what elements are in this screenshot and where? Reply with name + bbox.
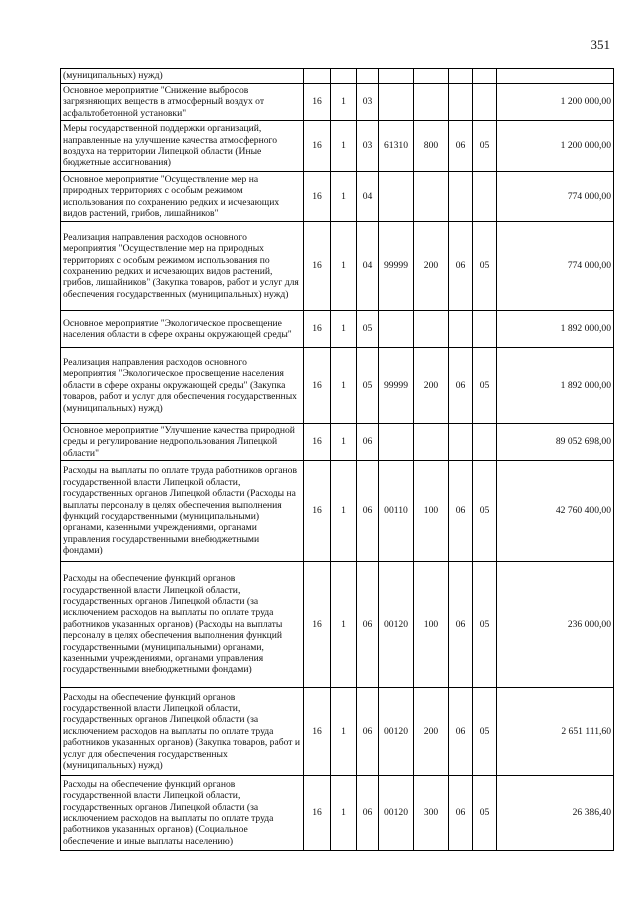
cell-code-6: 06 [449, 348, 473, 424]
cell-code-4: 99999 [379, 222, 414, 311]
cell-code-7: 05 [473, 461, 497, 562]
cell-code-3: 06 [357, 562, 379, 688]
cell-code-1: 16 [304, 688, 331, 776]
row-name: Расходы на обеспечение функций органов государственной власти Липецкой области, государственных органов Липецкой области (за исключением расходов на выплаты по оплате труда работников указанных органов) (Социальное обеспечение и иные выплаты населению) [61, 776, 304, 851]
row-name: Реализация направления расходов основного мероприятия "Осуществление мер на природных территориях с особым режимом использования по сохранению редких и исчезающих видов растений, грибов, лишайников" (Закупка товаров, работ и услуг для обеспечения государственных (муниципальных) нужд) [61, 222, 304, 311]
cell-code-6 [449, 84, 473, 121]
cell-code-6: 06 [449, 776, 473, 851]
cell-code-3: 06 [357, 424, 379, 461]
cell-code-7 [473, 69, 497, 84]
cell-code-7: 05 [473, 776, 497, 851]
cell-code-4 [379, 424, 414, 461]
cell-code-1: 16 [304, 311, 331, 348]
cell-code-7: 05 [473, 348, 497, 424]
row-name: Меры государственной поддержки организаций, направленные на улучшение качества атмосферного воздуха на территории Липецкой области (Иные бюджетные ассигнования) [61, 121, 304, 172]
cell-code-5 [414, 311, 449, 348]
cell-code-4: 00120 [379, 776, 414, 851]
table-row [61, 84, 614, 121]
cell-code-2 [331, 69, 357, 84]
table-row [61, 311, 614, 348]
cell-code-1: 16 [304, 461, 331, 562]
cell-code-7: 05 [473, 562, 497, 688]
cell-code-3: 03 [357, 84, 379, 121]
cell-code-6: 06 [449, 688, 473, 776]
budget-table [60, 68, 614, 851]
row-amount [497, 69, 614, 84]
cell-code-3: 04 [357, 172, 379, 222]
cell-code-4 [379, 69, 414, 84]
cell-code-5 [414, 69, 449, 84]
cell-code-2: 1 [331, 776, 357, 851]
cell-code-2: 1 [331, 688, 357, 776]
table-row [61, 562, 614, 688]
cell-code-3: 06 [357, 776, 379, 851]
cell-code-1: 16 [304, 348, 331, 424]
row-amount: 89 052 698,00 [497, 424, 614, 461]
cell-code-3: 04 [357, 222, 379, 311]
cell-code-5: 200 [414, 688, 449, 776]
cell-code-5: 100 [414, 562, 449, 688]
cell-code-2: 1 [331, 121, 357, 172]
cell-code-3 [357, 69, 379, 84]
row-name: Основное мероприятие "Экологическое просвещение населения области в сфере охраны окружающей среды" [61, 311, 304, 348]
table-row [61, 172, 614, 222]
table-row [61, 688, 614, 776]
cell-code-7 [473, 84, 497, 121]
cell-code-6 [449, 69, 473, 84]
cell-code-1: 16 [304, 562, 331, 688]
cell-code-6: 06 [449, 461, 473, 562]
cell-code-4: 99999 [379, 348, 414, 424]
cell-code-5: 300 [414, 776, 449, 851]
cell-code-6 [449, 424, 473, 461]
cell-code-2: 1 [331, 311, 357, 348]
row-amount: 1 200 000,00 [497, 121, 614, 172]
row-amount: 1 892 000,00 [497, 348, 614, 424]
cell-code-4 [379, 311, 414, 348]
cell-code-7 [473, 424, 497, 461]
table-row [61, 222, 614, 311]
row-name: Расходы на обеспечение функций органов государственной власти Липецкой области, государственных органов Липецкой области (за исключением расходов на выплаты по оплате труда работников указанных органов) (Расходы на выплаты персоналу в целях обеспечения выполнения функций государственными (муниципальными) органами, казенными учреждениями, органами управления государственными внебюджетными фондами) [61, 562, 304, 688]
cell-code-5: 800 [414, 121, 449, 172]
table-row [61, 121, 614, 172]
cell-code-6: 06 [449, 121, 473, 172]
cell-code-6: 06 [449, 222, 473, 311]
cell-code-6: 06 [449, 562, 473, 688]
cell-code-5: 200 [414, 222, 449, 311]
row-amount: 2 651 111,60 [497, 688, 614, 776]
cell-code-5 [414, 424, 449, 461]
cell-code-4: 00120 [379, 562, 414, 688]
row-name: Реализация направления расходов основного мероприятия "Экологическое просвещение населения области в сфере охраны окружающей среды" (Закупка товаров, работ и услуг для обеспечения государственных (муниципальных) нужд) [61, 348, 304, 424]
cell-code-3: 06 [357, 688, 379, 776]
cell-code-2: 1 [331, 84, 357, 121]
table-row [61, 348, 614, 424]
cell-code-3: 03 [357, 121, 379, 172]
cell-code-7 [473, 172, 497, 222]
row-amount: 1 200 000,00 [497, 84, 614, 121]
cell-code-3: 05 [357, 348, 379, 424]
cell-code-6 [449, 311, 473, 348]
cell-code-2: 1 [331, 348, 357, 424]
cell-code-3: 06 [357, 461, 379, 562]
page-number: 351 [590, 37, 610, 52]
table-row [61, 424, 614, 461]
cell-code-5 [414, 84, 449, 121]
cell-code-2: 1 [331, 424, 357, 461]
cell-code-5: 100 [414, 461, 449, 562]
cell-code-1: 16 [304, 776, 331, 851]
row-name: Основное мероприятие "Улучшение качества природной среды и регулирование недропользования Липецкой области" [61, 424, 304, 461]
cell-code-3: 05 [357, 311, 379, 348]
cell-code-6 [449, 172, 473, 222]
row-name: (муниципальных) нужд) [61, 69, 304, 84]
cell-code-7: 05 [473, 222, 497, 311]
cell-code-7: 05 [473, 121, 497, 172]
table-row [61, 776, 614, 851]
row-name: Основное мероприятие "Осуществление мер на природных территориях с особым режимом использования по сохранению редких и исчезающих видов растений, грибов, лишайников" [61, 172, 304, 222]
row-name: Расходы на обеспечение функций органов государственной власти Липецкой области, государственных органов Липецкой области (за исключением расходов на выплаты по оплате труда работников указанных органов) (Закупка товаров, работ и услуг для обеспечения государственных (муниципальных) нужд) [61, 688, 304, 776]
cell-code-2: 1 [331, 222, 357, 311]
row-amount: 774 000,00 [497, 172, 614, 222]
cell-code-2: 1 [331, 172, 357, 222]
cell-code-4: 61310 [379, 121, 414, 172]
cell-code-1: 16 [304, 172, 331, 222]
cell-code-2: 1 [331, 461, 357, 562]
cell-code-4 [379, 84, 414, 121]
cell-code-1: 16 [304, 424, 331, 461]
row-amount: 236 000,00 [497, 562, 614, 688]
row-name: Расходы на выплаты по оплате труда работников органов государственной власти Липецкой области, государственных органов Липецкой области (Расходы на выплаты персоналу в целях обеспечения выполнения функций государственными (муниципальными) органами, казенными учреждениями, органами управления государственными внебюджетными фондами) [61, 461, 304, 562]
cell-code-5: 200 [414, 348, 449, 424]
cell-code-4: 00120 [379, 688, 414, 776]
cell-code-2: 1 [331, 562, 357, 688]
cell-code-7 [473, 311, 497, 348]
row-name: Основное мероприятие "Снижение выбросов загрязняющих веществ в атмосферный воздух от асфальтобетонной установки" [61, 84, 304, 121]
cell-code-4 [379, 172, 414, 222]
cell-code-1 [304, 69, 331, 84]
cell-code-5 [414, 172, 449, 222]
cell-code-1: 16 [304, 121, 331, 172]
cell-code-1: 16 [304, 222, 331, 311]
row-amount: 26 386,40 [497, 776, 614, 851]
cell-code-7: 05 [473, 688, 497, 776]
row-amount: 774 000,00 [497, 222, 614, 311]
cell-code-4: 00110 [379, 461, 414, 562]
table-row [61, 69, 614, 84]
row-amount: 1 892 000,00 [497, 311, 614, 348]
table-row [61, 461, 614, 562]
cell-code-1: 16 [304, 84, 331, 121]
row-amount: 42 760 400,00 [497, 461, 614, 562]
